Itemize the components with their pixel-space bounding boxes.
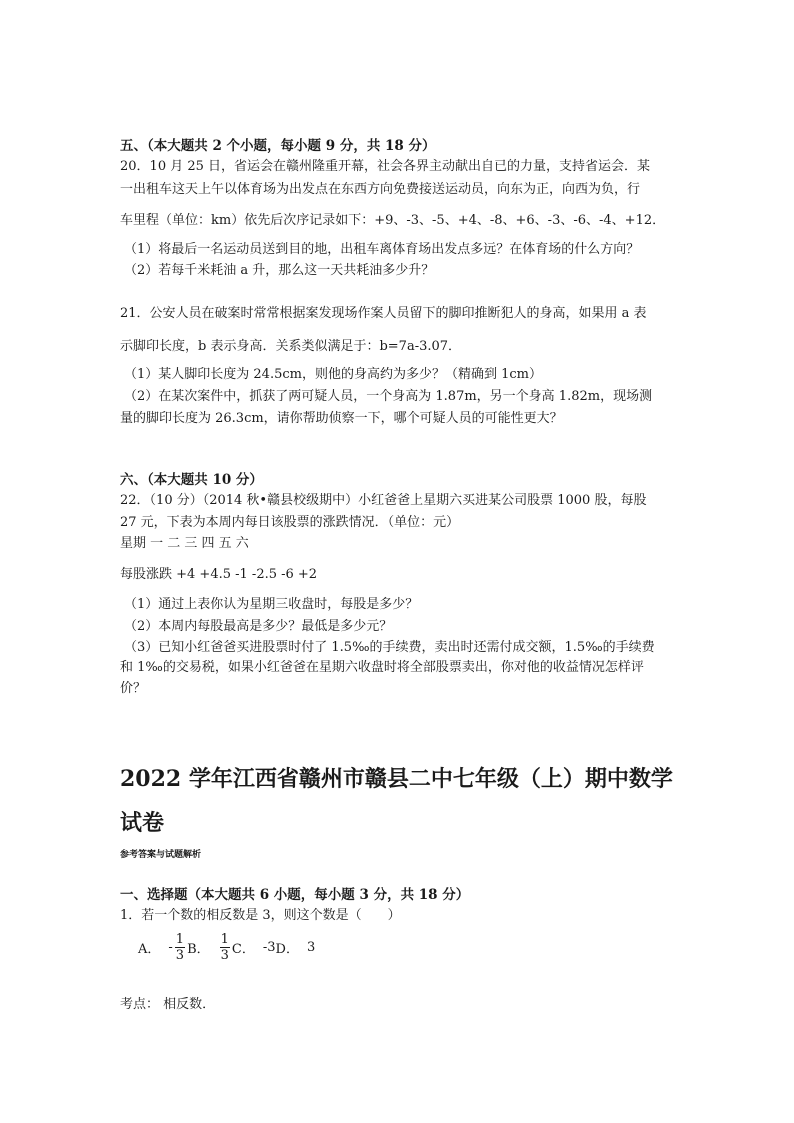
option-a-denominator: 3 <box>175 948 185 963</box>
option-b-denominator: 3 <box>220 948 229 963</box>
answer-subtitle: 参考答案与试题解析 <box>120 850 202 860</box>
section-5-heading: 五、（本大题共 2 个小题，每小题 9 分，共 18 分） <box>120 138 436 154</box>
q21-sub-2b: 量的脚印长度为 26.3cm，请你帮助侦察一下，哪个可疑人员的可能性更大？ <box>120 411 563 426</box>
q21-line-1: 21．公安人员在破案时常常根据案发现场作案人员留下的脚印推断犯人的身高，如果用 a 表 <box>120 306 647 321</box>
option-d-value: 3 <box>306 940 316 955</box>
option-c-value: -3 <box>262 940 276 955</box>
q1-options <box>138 932 315 963</box>
q21-sub-1: （1）某人脚印长度为 24.5cm，则他的身高约为多少？（精确到 1cm） <box>124 367 542 382</box>
q22-sub-3c: 价？ <box>120 681 147 696</box>
option-c-label: C． <box>231 942 255 957</box>
q22-sub-3a: （3）已知小红爸爸买进股票时付了 1.5‰的手续费，卖出时还需付成交额，1.5‰的手续费 <box>124 640 655 655</box>
section-6-heading: 六、（本大题共 10 分） <box>120 472 263 488</box>
q22-line-1: 22．（10 分）（2014 秋•赣县校级期中）小红爸爸上星期六买进某公司股票 1000 股，每股 <box>120 493 647 508</box>
option-a-numerator: 1 <box>175 932 185 947</box>
option-b-numerator: 1 <box>220 932 229 947</box>
q22-sub-2: （2）本周内每股最高是多少？最低是多少元？ <box>124 619 393 634</box>
option-a-label: A． <box>138 942 161 957</box>
q22-table-row-1: 星期 一 二 三 四 五 六 <box>120 536 249 551</box>
q20-line-3: 车里程（单位：km）依先后次序记录如下：+9、-3、-5、+4、-8、+6、-3、-6、-4、+12． <box>120 213 666 228</box>
section-1-heading: 一、选择题（本大题共 6 小题，每小题 3 分，共 18 分） <box>120 887 470 903</box>
q21-sub-2a: （2）在某次案件中，抓获了两可疑人员，一个身高为 1.87m，另一个身高 1.82m，现场测 <box>124 389 653 404</box>
option-b-label: B． <box>187 942 210 957</box>
q20-sub-1: （1）将最后一名运动员送到目的地，出租车离体育场出发点多远？在体育场的什么方向？ <box>124 242 640 257</box>
q22-sub-1: （1）通过上表你认为星期三收盘时，每股是多少？ <box>124 597 419 612</box>
option-d-label: D． <box>275 942 299 957</box>
option-a-fraction <box>175 932 185 963</box>
q22-sub-3b: 和 1‰的交易税，如果小红爸爸在星期六收盘时将全部股票卖出，你对他的收益情况怎样评 <box>120 660 644 675</box>
answer-title-line-2: 试卷 <box>120 810 165 836</box>
q22-line-2: 27 元，下表为本周内每日该股票的涨跌情况．（单位：元） <box>120 515 460 530</box>
q20-line-1: 20．10 月 25 日，省运会在赣州隆重开幕，社会各界主动献出自已的力量，支持省运会．某 <box>120 159 651 174</box>
option-a-sign: - <box>168 940 173 955</box>
q21-line-2: 示脚印长度，b 表示身高．关系类似满足于：b=7a-3.07． <box>120 339 462 354</box>
q1-stem: 1．若一个数的相反数是 3，则这个数是（ ） <box>120 908 401 923</box>
answer-title-line-1: 2022 学年江西省赣州市赣县二中七年级（上）期中数学 <box>120 766 673 792</box>
q22-table-row-2: 每股涨跌 +4 +4.5 -1 -2.5 -6 +2 <box>120 567 318 582</box>
q20-line-2: 一出租车这天上午以体育场为出发点在东西方向免费接送运动员，向东为正，向西为负，行 <box>120 182 641 197</box>
q20-sub-2: （2）若每千米耗油 a 升，那么这一天共耗油多少升？ <box>124 263 435 278</box>
kaodian-line: 考点： 相反数． <box>120 997 216 1012</box>
option-b-fraction <box>220 932 230 963</box>
